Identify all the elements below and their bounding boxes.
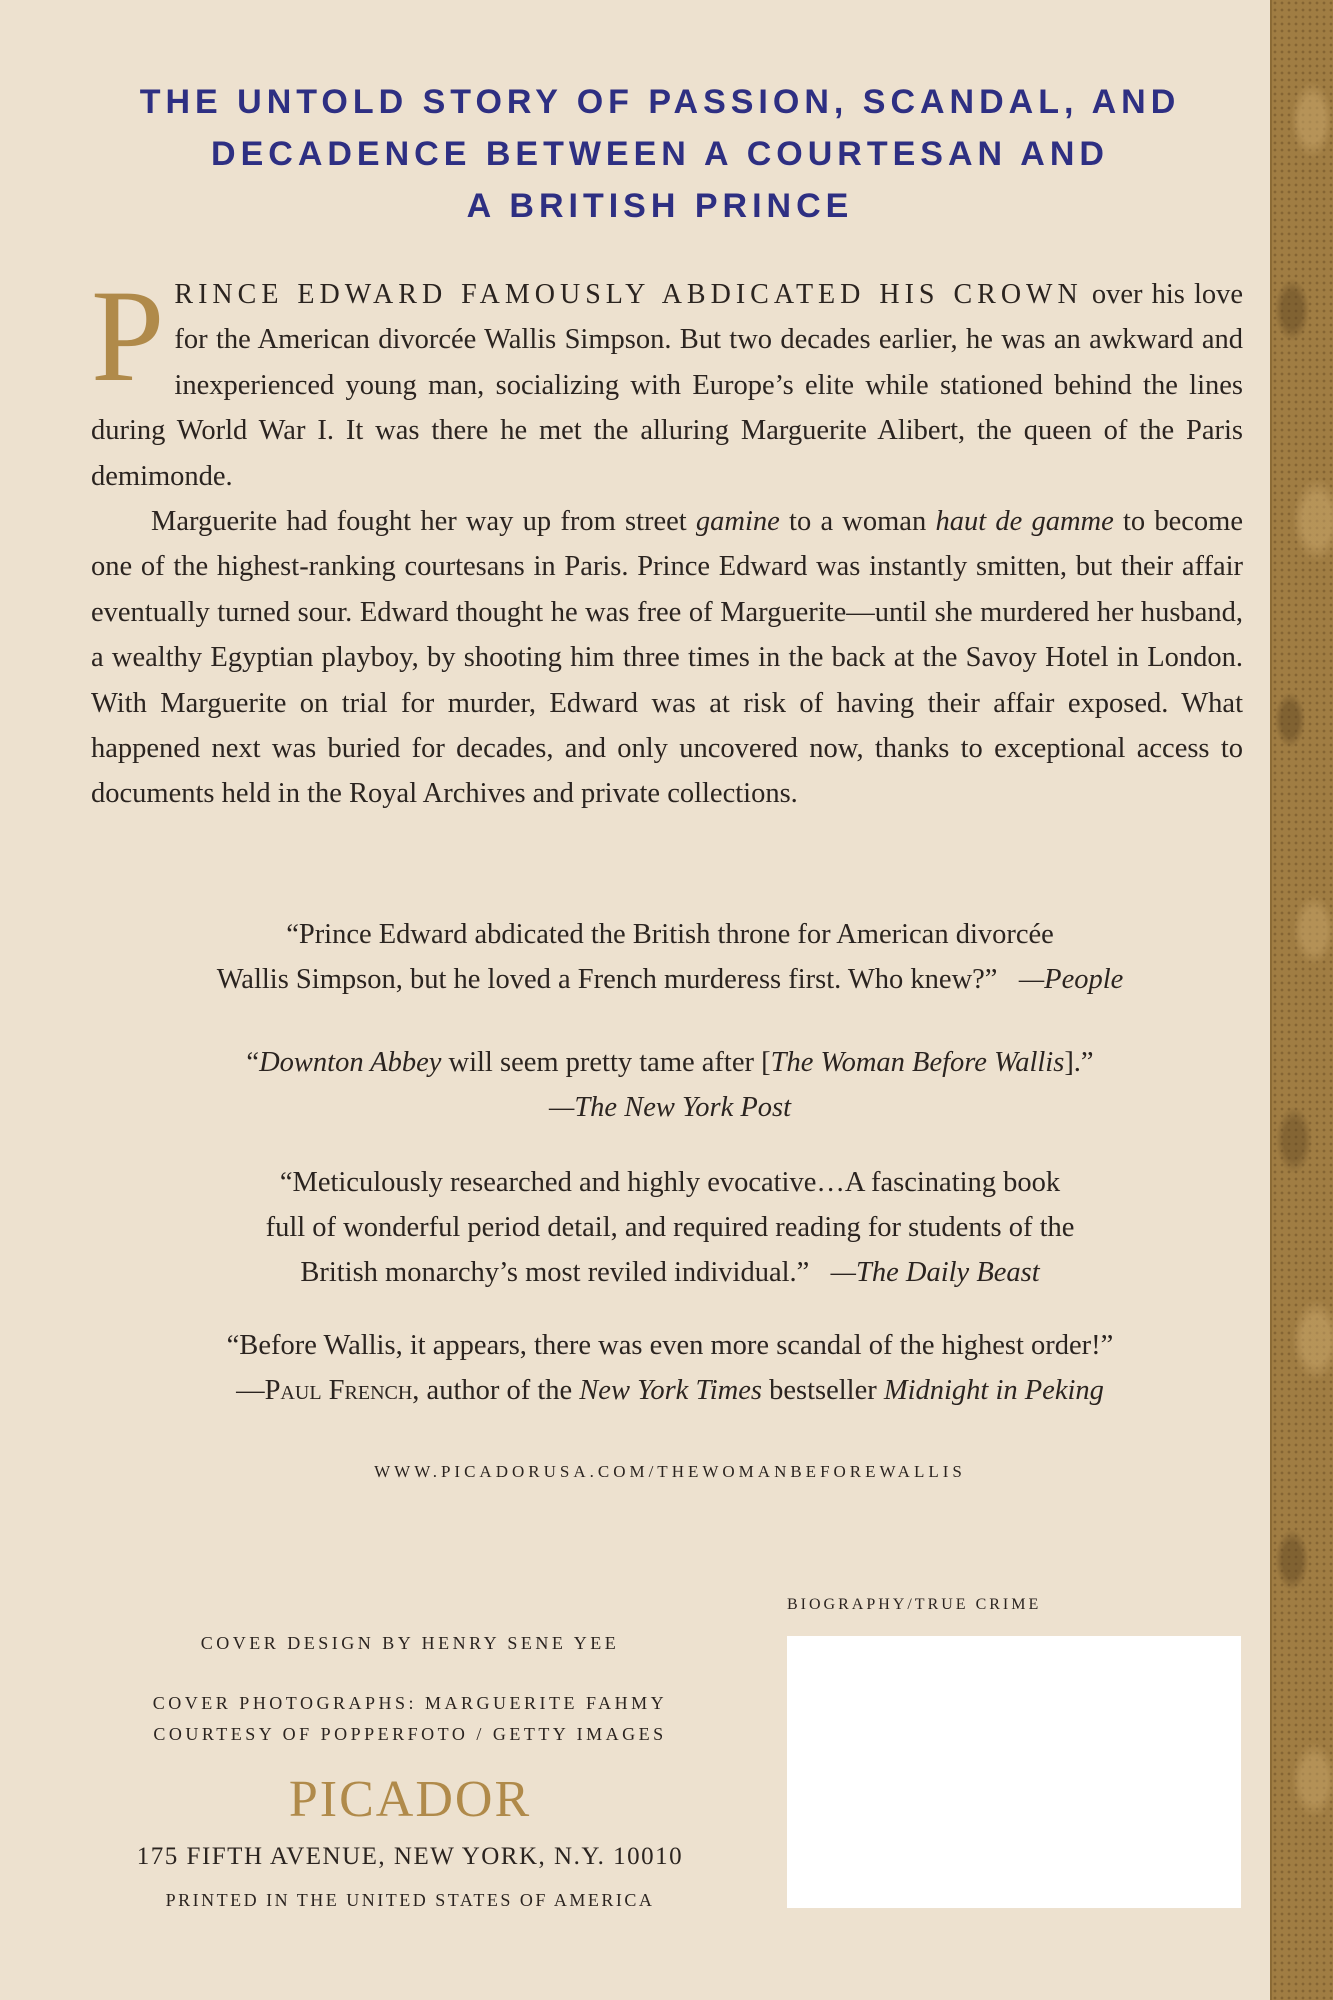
headline-line-2: DECADENCE BETWEEN A COURTESAN AND [211, 135, 1109, 173]
attribution-paper: New York Times [579, 1375, 762, 1406]
photo-credit-line-2: COURTESY OF POPPERFOTO / GETTY IMAGES [153, 1724, 667, 1744]
paragraph-1-text: over his love for the American divorcée Wallis Simpson. But two decades earlier, he was an awkward and inexperienced young man, socializing with Europe’s elite while stationed behind the lines during World War I. It was there he met the alluring Marguerite Alibert, the queen of the Paris demimonde. [91, 279, 1244, 492]
headline-line-3: A BRITISH PRINCE [466, 187, 854, 225]
attribution-text: bestseller [761, 1375, 884, 1406]
quote-line [90, 1250, 1250, 1295]
quote-attribution [90, 1368, 1250, 1413]
para2-text-a: Marguerite had fought her way up from street [151, 506, 696, 538]
publisher-address: 175 FIFTH AVENUE, NEW YORK, N.Y. 10010 [136, 1843, 684, 1870]
lead-in-caps: RINCE EDWARD FAMOUSLY ABDICATED HIS CROWN [174, 279, 1083, 310]
review-quote-ny-post [90, 1040, 1250, 1130]
review-quote-people [90, 912, 1250, 1002]
review-quote-paul-french [90, 1323, 1250, 1413]
quote-source-line [90, 1085, 1250, 1130]
para2-italic-gamine: gamine [695, 506, 780, 538]
quote-line: “Before Wallis, it appears, there was even more scandal of the highest order!” [226, 1330, 1114, 1361]
quote-source: —The New York Post [548, 1092, 792, 1123]
quote-close: ].” [1064, 1047, 1094, 1078]
review-quote-daily-beast [90, 1160, 1250, 1295]
category-label: BIOGRAPHY/TRUE CRIME [787, 1596, 1042, 1613]
drop-cap: P [91, 262, 165, 409]
quote-book-title: The Woman Before Wallis [770, 1047, 1065, 1078]
website-url: WWW.PICADORUSA.COM/THEWOMANBEFOREWALLIS [374, 1462, 966, 1481]
quote-line: “Meticulously researched and highly evocative…A fascinating book [279, 1167, 1061, 1198]
spine-pattern [1270, 0, 1333, 2000]
printed-in-label: PRINTED IN THE UNITED STATES OF AMERICA [165, 1890, 655, 1910]
design-credit-text: COVER DESIGN BY HENRY SENE YEE [200, 1633, 620, 1653]
quote-line-text: British monarchy’s most reviled individual.” [300, 1257, 810, 1288]
synopsis [91, 262, 1244, 817]
quote-line [90, 1040, 1250, 1085]
attribution-author: Paul French [264, 1375, 413, 1406]
cover-design-credit [90, 1628, 730, 1659]
quote-source: —People [1018, 964, 1124, 995]
quote-line-text: Wallis Simpson, but he loved a French murderess first. Who knew?” [216, 964, 998, 995]
quote-line [90, 957, 1250, 1002]
quote-mid: will seem pretty tame after [ [441, 1047, 771, 1078]
attribution-book: Midnight in Peking [883, 1375, 1104, 1406]
attribution-text: , author of the [412, 1375, 580, 1406]
barcode-area [787, 1636, 1241, 1908]
quote-open: “ [246, 1047, 260, 1078]
headline-line-1: THE UNTOLD STORY OF PASSION, SCANDAL, AND [139, 83, 1181, 121]
picador-logo: PICADOR [288, 1771, 532, 1828]
quote-title-italic: Downton Abbey [259, 1047, 442, 1078]
quote-line: “Prince Edward abdicated the British throne for American divorcée [286, 919, 1054, 950]
quote-source: —The Daily Beast [830, 1257, 1040, 1288]
para2-text-b: to a woman [779, 506, 936, 538]
attribution-dash: — [236, 1375, 265, 1406]
photo-credit [90, 1688, 730, 1750]
headline [90, 76, 1230, 232]
para2-text-c: to become one of the highest-ranking courtesans in Paris. Prince Edward was instantly smitten, but their affair eventually turned sour. Edward thought he was free of Marguerite—until she murdered her husband, a wealthy Egyptian playboy, by shooting him three times in the back at the Savoy Hotel in London. With Marguerite on trial for murder, Edward was at risk of having their affair exposed. What happened next was buried for decades, and only uncovered now, thanks to exceptional access to documents held in the Royal Archives and private collections. [91, 506, 1243, 810]
para2-italic-haut: haut de gamme [935, 506, 1114, 538]
synopsis-paragraph-1 [91, 262, 1244, 499]
photo-credit-line-1: COVER PHOTOGRAPHS: MARGUERITE FAHMY [152, 1693, 668, 1713]
synopsis-paragraph-2 [91, 499, 1243, 817]
quote-line: full of wonderful period detail, and required reading for students of the [265, 1212, 1075, 1243]
